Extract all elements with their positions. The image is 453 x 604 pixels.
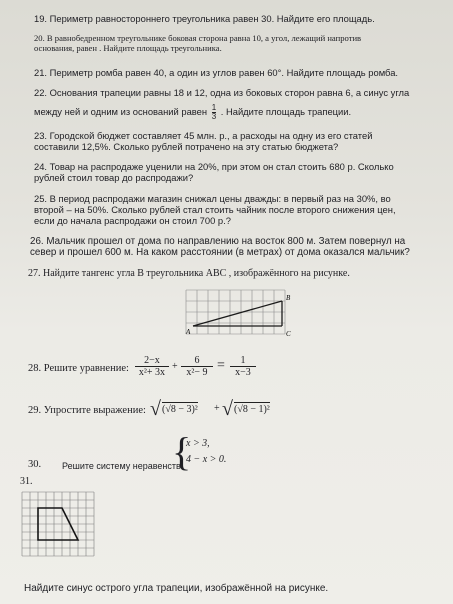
task-25-line2: второй – на 50%. Сколько рублей стал стоить чайник после второго снижения цен, — [34, 204, 396, 215]
task-28-f3-den: x−3 — [235, 367, 251, 378]
task-28-f3-num: 1 — [230, 355, 256, 367]
task-22-line1: 22. Основания трапеции равны 18 и 12, одна из боковых сторон равна 6, а синус угла — [34, 87, 410, 98]
task-22-fraction-den: 3 — [211, 112, 217, 121]
task-30-row1: x > 3, — [186, 438, 210, 449]
task-19: 19. Периметр равностороннего треугольника равен 30. Найдите его площадь. — [34, 13, 375, 24]
task-29-sqrt-sign-2: √ — [222, 398, 233, 420]
task-27-triangle — [193, 301, 282, 326]
task-23-line2: составили 12,5%. Сколько рублей потрачено на эту статью бюджета? — [34, 141, 339, 152]
task-22-fraction-num: 1 — [211, 104, 217, 112]
task-29-label: 29. Упростите выражение: — [28, 405, 146, 416]
task-23-line1: 23. Городской бюджет составляет 45 млн. р., а расходы на одну из его статей — [34, 130, 373, 141]
task-20-line2: основания, равен . Найдите площадь треугольника. — [34, 43, 222, 53]
task-31-grid-figure — [18, 488, 98, 560]
task-28-f2-den: x²− 9 — [186, 367, 208, 378]
task-28-label: 28. Решите уравнение: — [28, 363, 129, 374]
task-28-equals: = — [217, 358, 225, 373]
task-27-label-b: B — [286, 294, 291, 302]
task-27: 27. Найдите тангенс угла B треугольника ABC , изображённого на рисунке. — [28, 268, 350, 279]
task-24-line2: рублей стоил товар до распродажи? — [34, 172, 194, 183]
task-31-number: 31. — [20, 476, 33, 487]
task-25-line3: если до начала распродажи он стоил 700 р.? — [34, 215, 231, 226]
task-22-end: . Найдите площадь трапеции. — [220, 105, 352, 117]
task-28-plus: + — [172, 361, 178, 372]
task-28-fraction-1 — [135, 355, 169, 378]
task-30-label: Решите систему неравенств — [62, 461, 181, 471]
task-30-row2: 4 − x > 0. — [186, 454, 227, 465]
task-22-fraction — [212, 104, 216, 121]
task-30-number: 30. — [28, 459, 42, 470]
task-29-sqrt-sign-1: √ — [150, 398, 161, 420]
task-28-f2-num: 6 — [181, 355, 213, 367]
task-27-label-c: C — [286, 330, 291, 338]
task-28-f1-den: x²+ 3x — [138, 367, 166, 378]
task-26-line2: север и прошел 600 м. На каком расстоянии (в метрах) от дома оказался мальчик? — [30, 247, 410, 258]
task-22-line2 — [0, 104, 453, 121]
task-22-text: между ней и одним из оснований равен — [34, 105, 208, 117]
task-20-line1: 20. В равнобедренном треугольнике боковая сторона равна 10, а угол, лежащий напротив — [34, 33, 362, 43]
task-28-fraction-2 — [181, 355, 213, 378]
task-27-label-a: A — [186, 328, 191, 336]
task-21: 21. Периметр ромба равен 40, а один из углов равен 60°. Найдите площадь ромба. — [34, 67, 399, 78]
task-26-line1: 26. Мальчик прошел от дома по направлению на восток 800 м. Затем повернул на — [30, 236, 406, 247]
task-24-line1: 24. Товар на распродаже уценили на 20%, при этом он стал стоить 680 р. Сколько — [34, 161, 394, 172]
task-29-radicand-2: (√8 − 1)² — [234, 404, 270, 415]
task-31-footer: Найдите синус острого угла трапеции, изображённой на рисунке. — [24, 583, 329, 594]
task-29-radicand-1: (√8 − 3)² — [162, 404, 198, 415]
task-28-f1-num: 2−x — [135, 355, 169, 367]
task-25-line1: 25. В период распродажи магазин снижал цены дважды: в первый раз на 30%, во — [34, 193, 391, 204]
task-30-brace: { — [172, 429, 192, 474]
task-29-plus: + — [214, 403, 220, 414]
task-27-grid-figure — [178, 286, 296, 346]
task-28-fraction-3 — [230, 355, 256, 378]
